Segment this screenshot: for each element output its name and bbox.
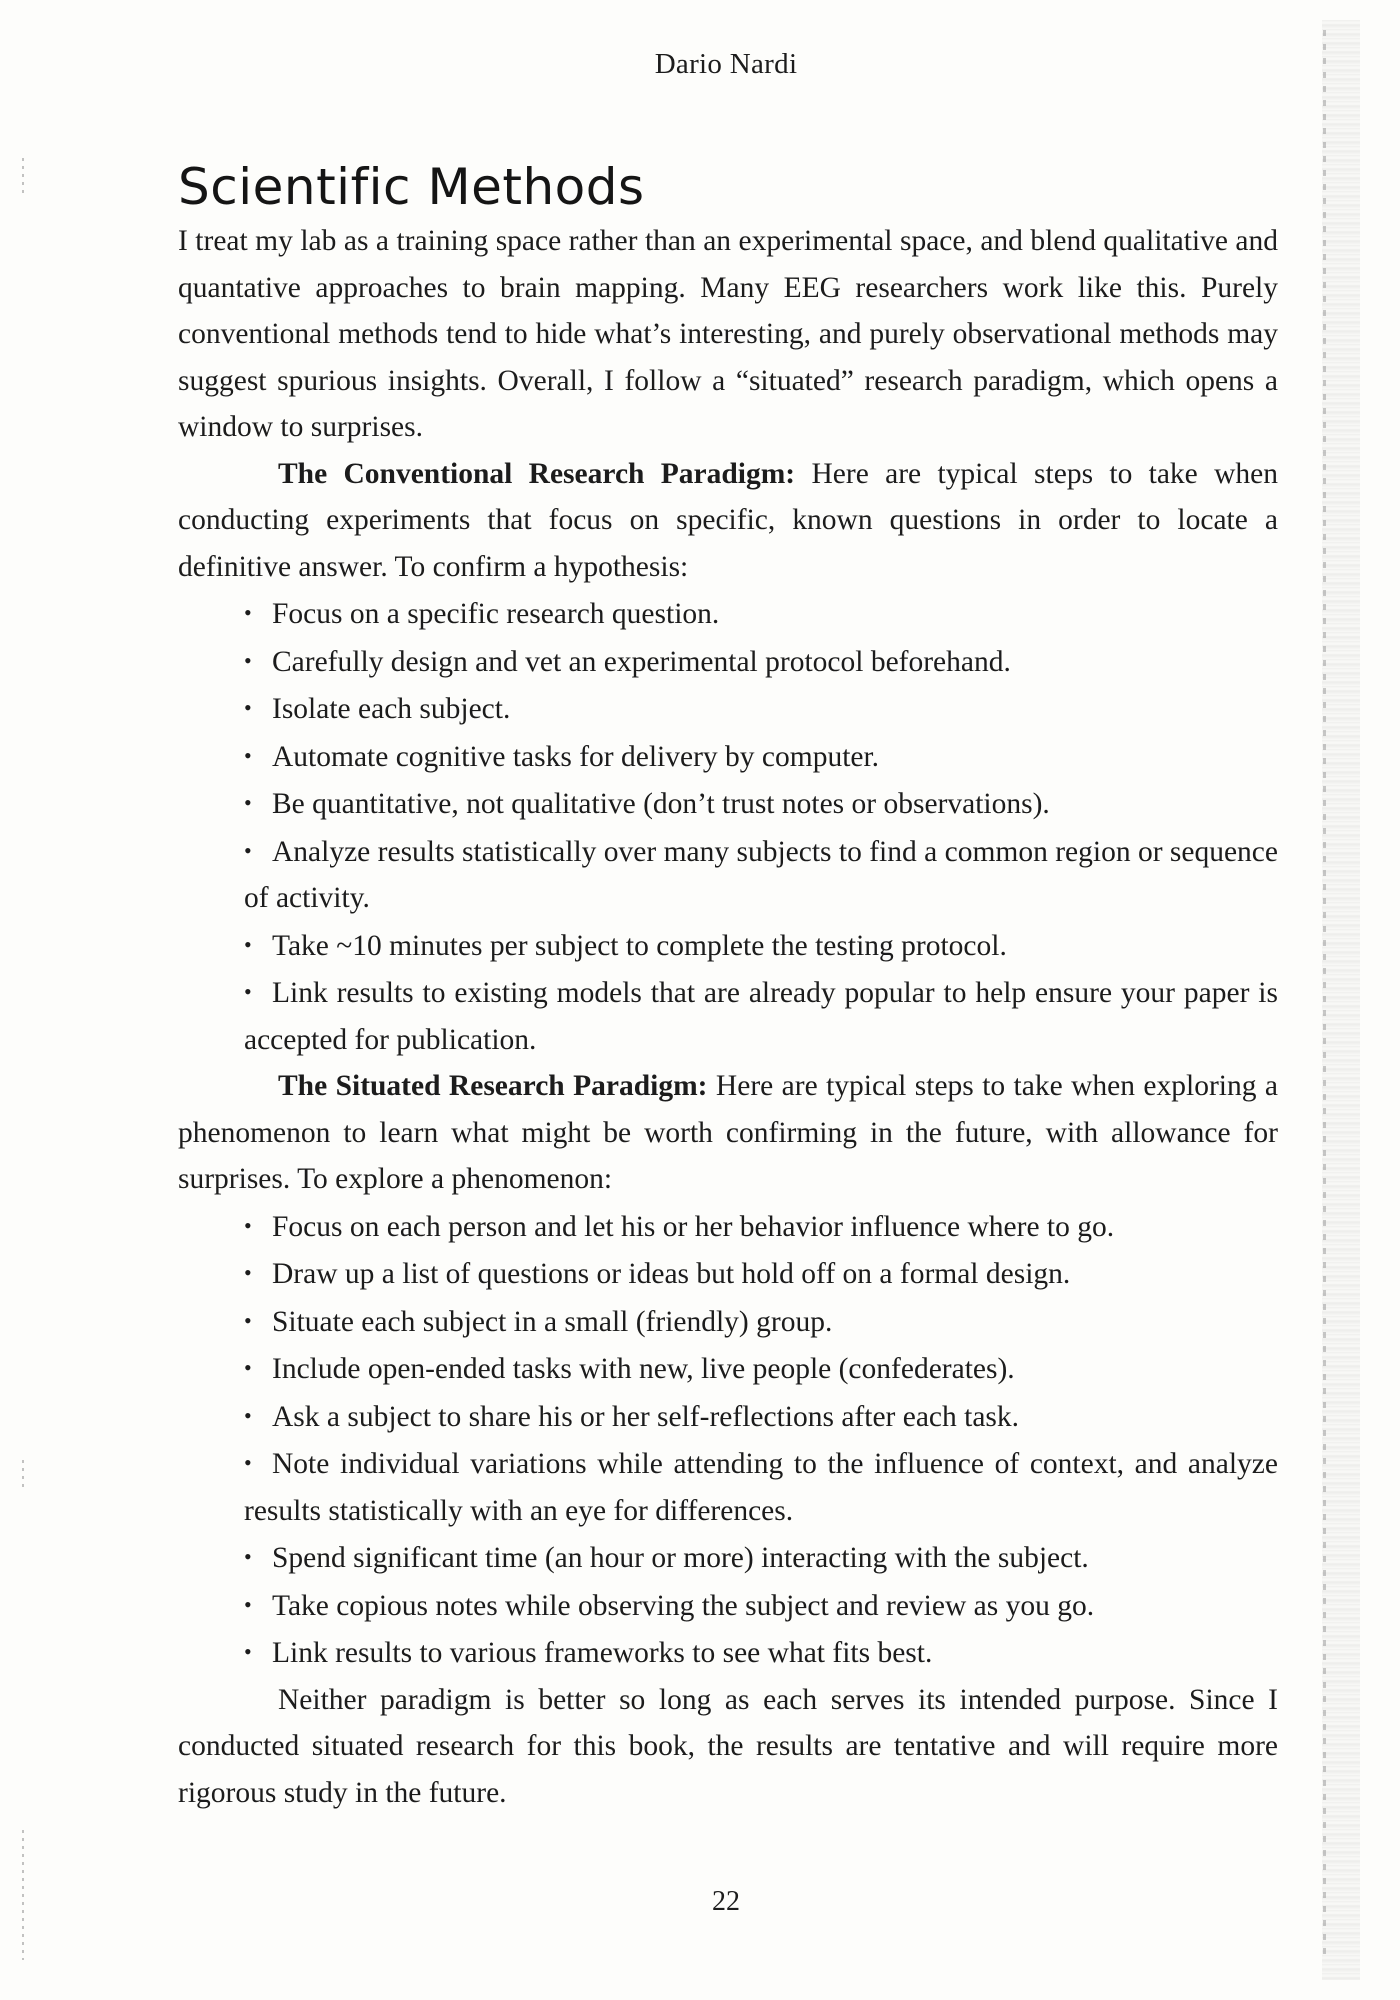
scan-edge-line bbox=[1323, 30, 1326, 1960]
situated-steps-list bbox=[178, 1203, 1278, 1677]
list-item bbox=[244, 638, 1278, 686]
list-item-text: Be quantitative, not qualitative (don’t trust notes or observations). bbox=[272, 788, 1050, 820]
list-item bbox=[244, 685, 1278, 733]
page-number: 22 bbox=[712, 1886, 740, 1917]
bullet-icon: • bbox=[244, 1402, 252, 1428]
scan-speck bbox=[22, 158, 24, 198]
list-item bbox=[244, 1250, 1278, 1298]
list-item bbox=[244, 1203, 1278, 1251]
bullet-icon: • bbox=[244, 931, 252, 957]
list-item bbox=[244, 1298, 1278, 1346]
list-item bbox=[244, 780, 1278, 828]
list-item bbox=[244, 922, 1278, 970]
list-item-text: Carefully design and vet an experimental protocol beforehand. bbox=[272, 645, 1011, 678]
situated-text: Here are typical steps to take when exploring a phenomenon to learn what might be worth confirming in the future, with allowance for surprises. To explore a phenomenon: bbox=[178, 1070, 1279, 1195]
scan-edge-shadow bbox=[1322, 20, 1360, 1980]
conventional-steps-list bbox=[178, 590, 1278, 1063]
bullet-icon: • bbox=[244, 742, 252, 768]
list-item-text: Automate cognitive tasks for delivery by computer. bbox=[272, 740, 880, 773]
bullet-icon: • bbox=[244, 1260, 252, 1285]
conventional-text: Here are typical steps to take when conducting experiments that focus on specific, known questions in order to locate a definitive answer. To confirm a hypothesis: bbox=[178, 457, 1279, 583]
list-item-text: Isolate each subject. bbox=[272, 693, 511, 725]
scan-speck bbox=[22, 1460, 24, 1490]
list-item bbox=[244, 590, 1278, 638]
closing-paragraph: Neither paradigm is better so long as each serves its intended purpose. Since I conducted situated research for this book, the results are tentative and will require more rigorous study in the future. bbox=[178, 1683, 1278, 1809]
section-title: Scientific Methods bbox=[178, 158, 645, 216]
bullet-icon: • bbox=[244, 600, 252, 625]
list-item-text: Draw up a list of questions or ideas but hold off on a formal design. bbox=[272, 1258, 1071, 1290]
list-item-text: Spend significant time (an hour or more) interacting with the subject. bbox=[272, 1542, 1089, 1574]
list-item bbox=[244, 828, 1278, 922]
bullet-icon: • bbox=[244, 837, 252, 863]
list-item-text: Ask a subject to share his or her self-reflections after each task. bbox=[272, 1400, 1020, 1433]
bullet-icon: • bbox=[244, 979, 252, 1004]
bullet-icon: • bbox=[244, 647, 252, 673]
list-item-text: Focus on each person and let his or her behavior influence where to go. bbox=[272, 1210, 1115, 1243]
situated-heading: The Situated Research Paradigm: bbox=[278, 1070, 708, 1102]
bullet-icon: • bbox=[244, 1212, 252, 1238]
intro-paragraph: I treat my lab as a training space rather than an experimental space, and blend qualitative and quantative approaches to brain mapping. Many EEG researchers work like this. Purely conventional methods tend to hide what’s interesting, and purely observational methods may suggest spurious insights. Overall, I follow a “situated” research paradigm, which opens a window to surprises. bbox=[178, 225, 1278, 443]
conventional-heading: The Conventional Research Paradigm: bbox=[278, 457, 796, 490]
running-head: Dario Nardi bbox=[654, 48, 798, 80]
list-item-text: Note individual variations while attending to the influence of context, and analyze results statistically with an eye for differences. bbox=[244, 1448, 1278, 1527]
list-item bbox=[244, 733, 1278, 781]
list-item-text: Analyze results statistically over many subjects to find a common region or sequence of activity. bbox=[244, 835, 1278, 914]
list-item bbox=[244, 1440, 1278, 1534]
bullet-icon: • bbox=[244, 1307, 252, 1333]
list-item bbox=[244, 1345, 1278, 1393]
list-item bbox=[244, 969, 1278, 1063]
list-item-text: Focus on a specific research question. bbox=[272, 598, 720, 630]
list-item-text: Take copious notes while observing the subject and review as you go. bbox=[272, 1589, 1095, 1622]
list-item-text: Link results to various frameworks to see what fits best. bbox=[272, 1637, 933, 1669]
bullet-icon: • bbox=[244, 1639, 252, 1664]
list-item-text: Situate each subject in a small (friendly) group. bbox=[272, 1305, 833, 1338]
body-text bbox=[178, 218, 1278, 1816]
list-item-text: Take ~10 minutes per subject to complete the testing protocol. bbox=[272, 929, 1007, 962]
bullet-icon: • bbox=[244, 1591, 252, 1617]
bullet-icon: • bbox=[244, 1355, 252, 1380]
bullet-icon: • bbox=[244, 790, 252, 815]
list-item bbox=[244, 1629, 1278, 1677]
list-item-text: Include open-ended tasks with new, live people (confederates). bbox=[272, 1353, 1015, 1385]
list-item bbox=[244, 1534, 1278, 1582]
situated-paragraph bbox=[178, 1063, 1278, 1203]
list-item-text: Link results to existing models that are already popular to help ensure your paper is accepted for publication. bbox=[244, 977, 1278, 1056]
list-item bbox=[244, 1393, 1278, 1441]
bullet-icon: • bbox=[244, 1544, 252, 1569]
conventional-paragraph bbox=[178, 451, 1278, 591]
bullet-icon: • bbox=[244, 1450, 252, 1475]
bullet-icon: • bbox=[244, 695, 252, 720]
list-item bbox=[244, 1582, 1278, 1630]
